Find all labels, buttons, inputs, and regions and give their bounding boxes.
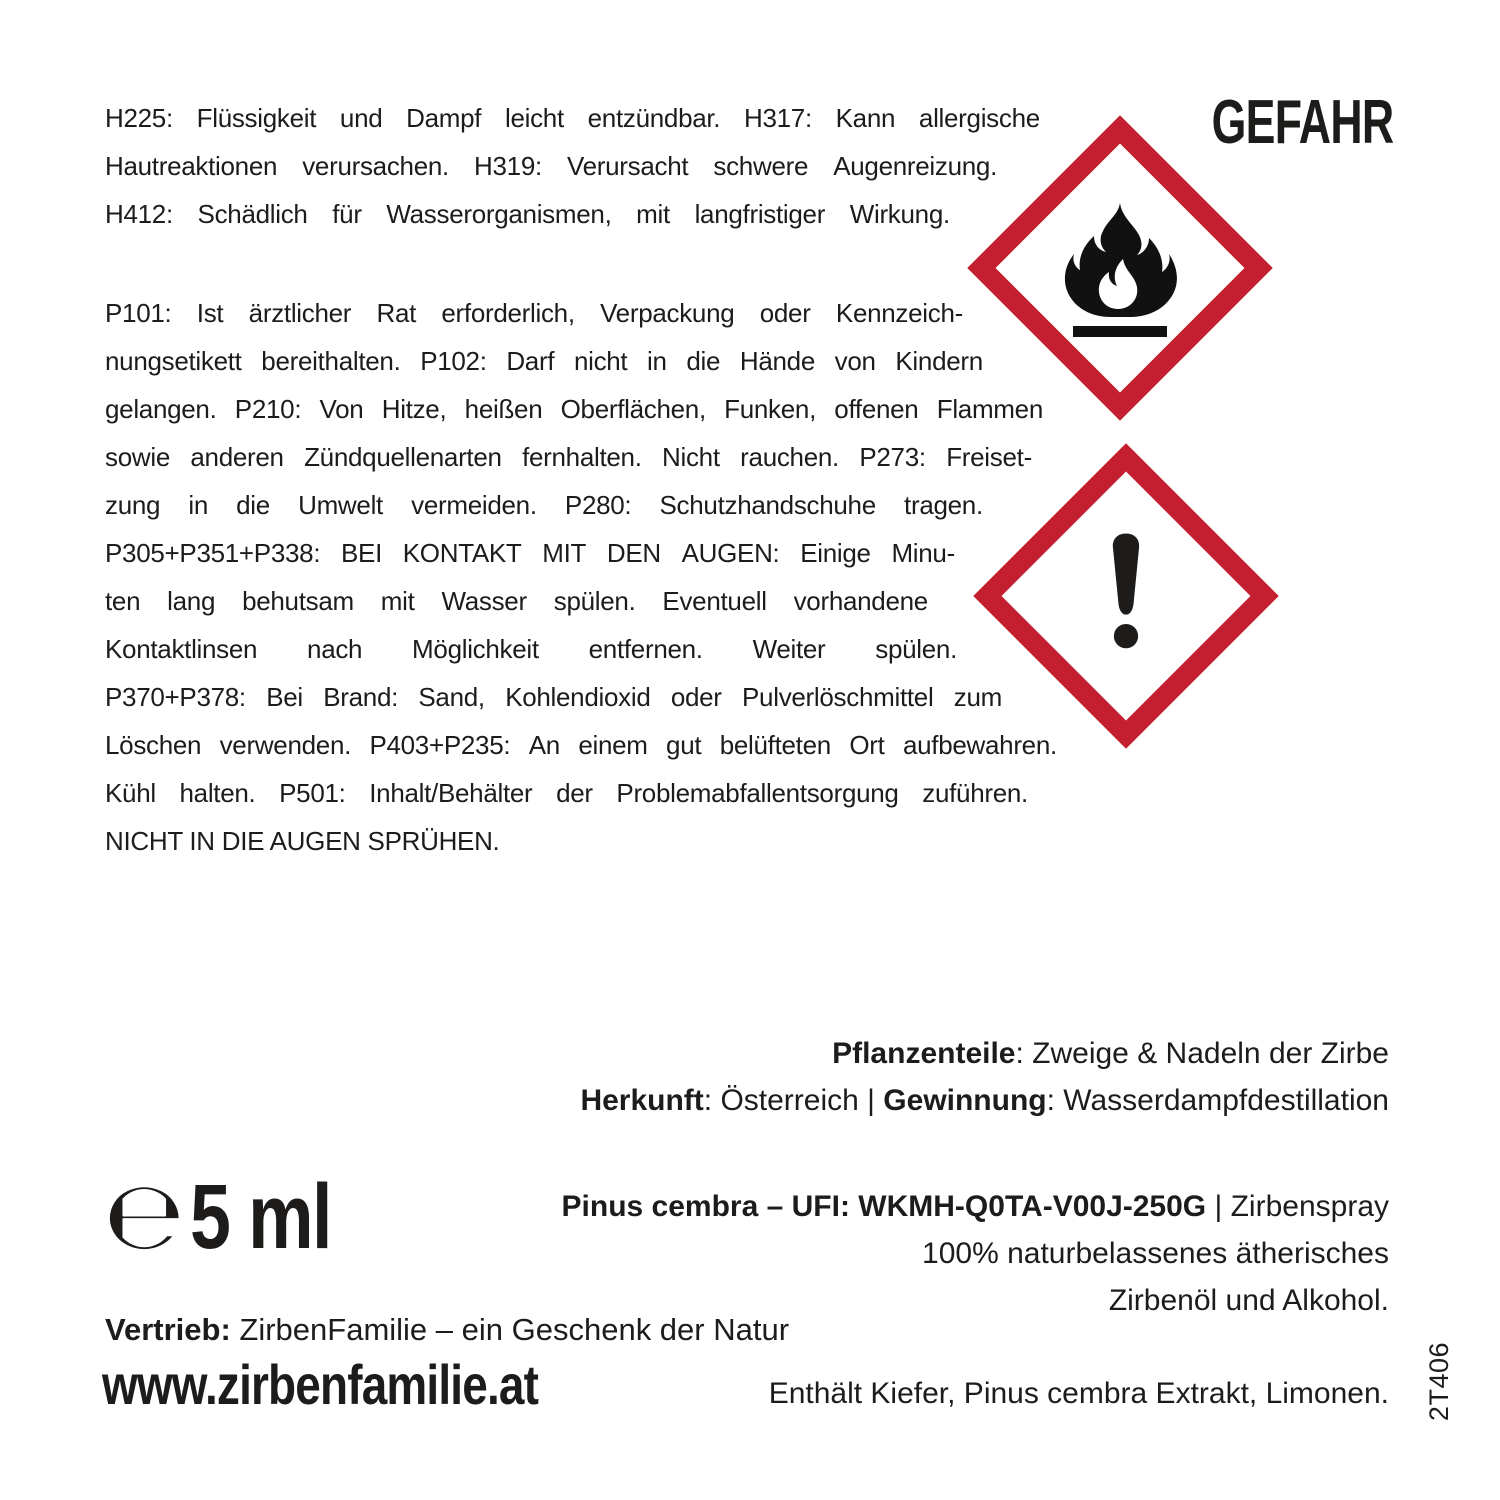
signal-word: GEFAHR	[1211, 88, 1393, 157]
p-statement-line: NICHT IN DIE AUGEN SPRÜHEN.	[105, 826, 500, 856]
plant-parts-value: : Zweige & Nadeln der Zirbe	[1015, 1037, 1389, 1070]
origin-value: : Österreich |	[703, 1084, 884, 1117]
distributor-value: ZirbenFamilie – ein Geschenk der Natur	[230, 1312, 790, 1347]
h-statement-line: H412: Schädlich für Wasserorganismen, mit langfristiger Wirkung.	[105, 199, 950, 229]
estimated-sign-icon: ℮	[104, 1162, 185, 1271]
p-statement-line: sowie anderen Zündquellenarten fernhalten. Nicht rauchen. P273: Freiset-	[105, 442, 1032, 472]
p-statement-line: P305+P351+P338: BEI KONTAKT MIT DEN AUGEN: Einige Minu-	[105, 538, 955, 568]
extraction-value: : Wasserdampfdestillation	[1046, 1084, 1389, 1117]
p-statement-line: Löschen verwenden. P403+P235: An einem gut belüfteten Ort aufbewahren.	[105, 730, 1057, 760]
origin-label: Herkunft	[580, 1084, 704, 1117]
volume-amount: 5 ml	[190, 1166, 332, 1268]
species-ufi-code: Pinus cembra – UFI: WKMH-Q0TA-V00J-250G	[561, 1190, 1207, 1223]
origin-extraction-line	[580, 1077, 1389, 1124]
plant-parts-label: Pflanzenteile	[832, 1037, 1016, 1070]
p-statement-line: Kontaktlinsen nach Möglichkeit entfernen. Weiter spülen.	[105, 634, 957, 664]
h-statements-block	[105, 94, 1040, 238]
h-statement-line: H225: Flüssigkeit und Dampf leicht entzündbar. H317: Kann allergische	[105, 103, 1040, 133]
product-type: | Zirbenspray	[1206, 1190, 1389, 1223]
flame-icon	[1032, 180, 1208, 356]
description-line: Zirbenöl und Alkohol.	[1108, 1284, 1389, 1317]
plant-parts-line	[580, 1030, 1389, 1077]
batch-code: 2T406	[1424, 1342, 1454, 1422]
species-ufi-line	[562, 1183, 1389, 1230]
p-statements-block	[105, 289, 1057, 865]
plant-info-block	[580, 1030, 1389, 1124]
p-statement-line: P101: Ist ärztlicher Rat erforderlich, Verpackung oder Kennzeich-	[105, 298, 963, 328]
distributor-label: Vertrieb:	[105, 1312, 231, 1347]
species-ufi-block	[562, 1183, 1389, 1324]
h-statement-line: Hautreaktionen verursachen. H319: Verursacht schwere Augenreizung.	[105, 151, 997, 181]
contains-line: Enthält Kiefer, Pinus cembra Extrakt, Limonen.	[768, 1377, 1389, 1410]
p-statement-line: gelangen. P210: Von Hitze, heißen Oberflächen, Funken, offenen Flammen	[105, 394, 1043, 424]
distributor-line	[105, 1310, 789, 1350]
p-statement-line: Kühl halten. P501: Inhalt/Behälter der Problemabfallentsorgung zuführen.	[105, 778, 1028, 808]
exclamation-mark-icon	[1038, 508, 1214, 684]
extraction-label: Gewinnung	[883, 1084, 1047, 1117]
p-statement-line: zung in die Umwelt vermeiden. P280: Schutzhandschuhe tragen.	[105, 490, 983, 520]
net-volume	[104, 1162, 366, 1271]
p-statement-line: P370+P378: Bei Brand: Sand, Kohlendioxid oder Pulverlöschmittel zum	[105, 682, 1002, 712]
p-statement-line: nungsetikett bereithalten. P102: Darf nicht in die Hände von Kindern	[105, 346, 983, 376]
p-statement-line: ten lang behutsam mit Wasser spülen. Eventuell vorhandene	[105, 586, 928, 616]
website-text: www.zirbenfamilie.at	[102, 1353, 539, 1416]
description-line: 100% naturbelassenes ätherisches	[922, 1237, 1389, 1270]
